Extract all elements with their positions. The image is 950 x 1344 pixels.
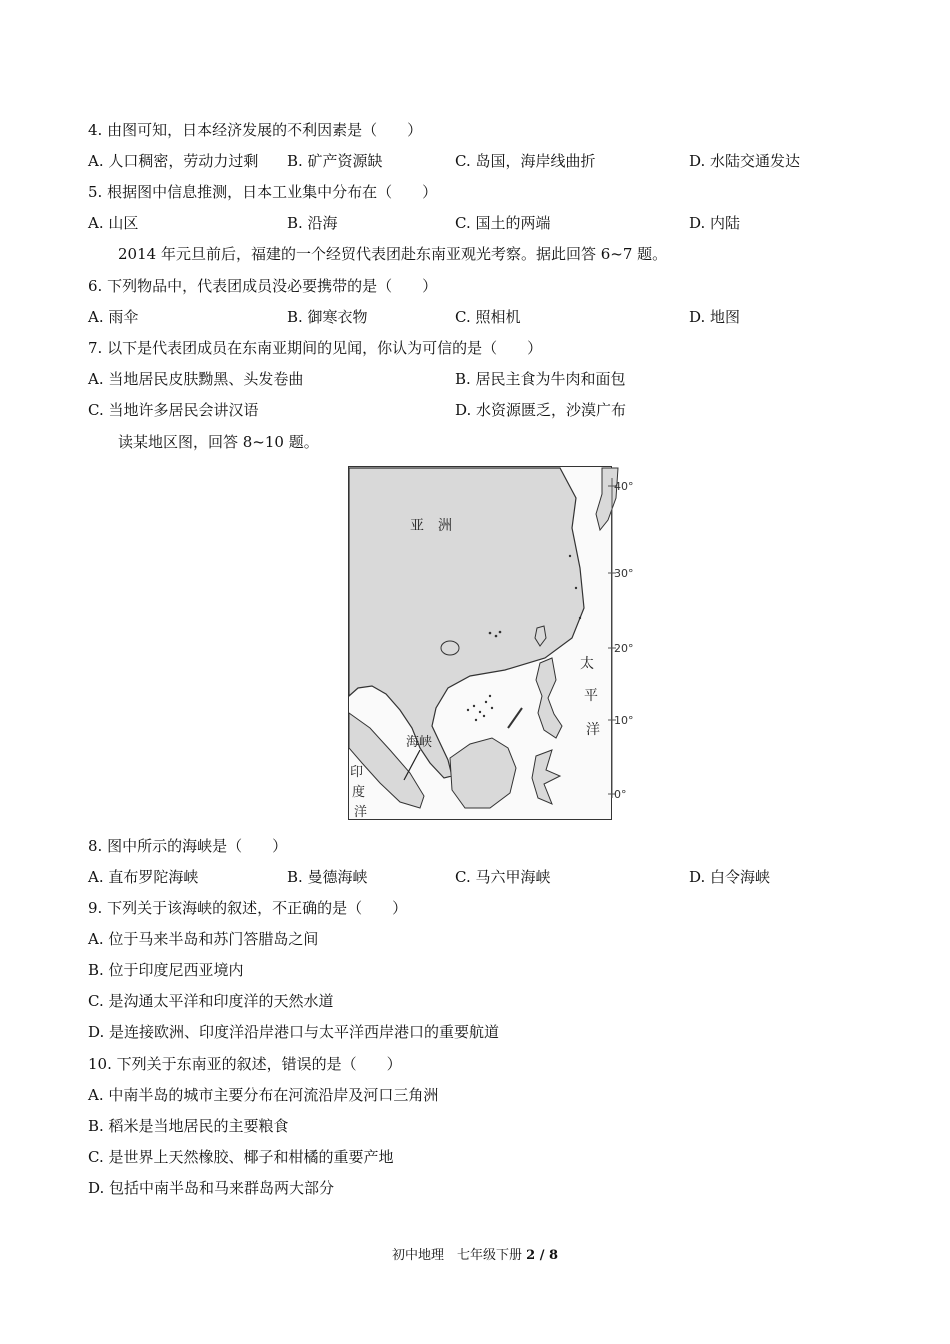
- question-5-option-c: C. 国土的两端: [455, 214, 551, 232]
- page-footer: [0, 1247, 950, 1265]
- question-5-option-b: B. 沿海: [287, 214, 338, 232]
- question-6-option-c: C. 照相机: [455, 308, 521, 326]
- question-9-option-a: A. 位于马来半岛和苏门答腊岛之间: [88, 930, 319, 948]
- question-6-stem: 6. 下列物品中，代表团成员没必要携带的是（ ）: [88, 277, 438, 295]
- question-5-option-d: D. 内陆: [689, 214, 741, 232]
- question-9-stem: 9. 下列关于该海峡的叙述，不正确的是（ ）: [88, 899, 408, 917]
- question-6-option-a: A. 雨伞: [88, 308, 139, 326]
- lat-label-40: 40°: [614, 480, 634, 493]
- label-indian-1: 印: [350, 765, 364, 780]
- footer-text: 初中地理 七年级下册: [391, 1248, 527, 1263]
- question-5-stem: 5. 根据图中信息推测，日本工业集中分布在（ ）: [88, 183, 438, 201]
- question-9-option-c: C. 是沟通太平洋和印度洋的天然水道: [88, 992, 334, 1010]
- label-pacific-2: 平: [584, 688, 598, 704]
- question-4-stem: 4. 由图可知，日本经济发展的不利因素是（ ）: [88, 121, 423, 139]
- question-7-option-a: A. 当地居民皮肤黝黑、头发卷曲: [88, 370, 304, 388]
- question-4-option-d: D. 水陆交通发达: [689, 152, 801, 170]
- japan-islands-shape: [596, 468, 618, 530]
- question-8-option-c: C. 马六甲海峡: [455, 868, 551, 886]
- question-7-option-c: C. 当地许多居民会讲汉语: [88, 401, 259, 419]
- hainan-island-shape: [441, 641, 459, 655]
- question-8-option-a: A. 直布罗陀海峡: [88, 868, 199, 886]
- question-10-stem: 10. 下列关于东南亚的叙述，错误的是（ ）: [88, 1055, 402, 1073]
- label-indian-2: 度: [352, 785, 366, 800]
- question-4-option-a: A. 人口稠密，劳动力过剩: [88, 152, 259, 170]
- question-5-option-a: A. 山区: [88, 214, 139, 232]
- question-9-option-d: D. 是连接欧洲、印度洋沿岸港口与太平洋西岸港口的重要航道: [88, 1023, 500, 1041]
- question-7-option-b: B. 居民主食为牛肉和面包: [455, 370, 626, 388]
- question-10-option-a: A. 中南半岛的城市主要分布在河流沿岸及河口三角洲: [88, 1086, 439, 1104]
- page-number: 2 / 8: [526, 1248, 559, 1263]
- question-8-stem: 8. 图中所示的海峡是（ ）: [88, 837, 288, 855]
- sulawesi-shape: [532, 750, 560, 804]
- lat-label-20: 20°: [614, 642, 634, 655]
- question-8-option-d: D. 白令海峡: [689, 868, 771, 886]
- lat-label-30: 30°: [614, 567, 634, 580]
- palawan-shape: [508, 708, 522, 728]
- question-10-option-d: D. 包括中南半岛和马来群岛两大部分: [88, 1179, 335, 1197]
- label-strait: 海峡: [406, 735, 433, 750]
- question-9-option-b: B. 位于印度尼西亚境内: [88, 961, 244, 979]
- question-7-option-d: D. 水资源匮乏，沙漠广布: [455, 401, 627, 419]
- question-4-option-b: B. 矿产资源缺: [287, 152, 383, 170]
- label-pacific-3: 洋: [586, 722, 600, 738]
- lat-label-0: 0°: [614, 788, 627, 801]
- lat-label-10: 10°: [614, 714, 634, 727]
- label-indian-3: 洋: [354, 805, 368, 820]
- question-6-option-d: D. 地图: [689, 308, 741, 326]
- label-asia: 亚 洲: [410, 518, 452, 534]
- intro-8-10: 读某地区图，回答 8~10 题。: [118, 433, 319, 451]
- southeast-asia-map: [340, 458, 660, 830]
- label-pacific-1: 太: [580, 656, 594, 672]
- borneo-shape: [450, 738, 516, 808]
- question-10-option-c: C. 是世界上天然橡胶、椰子和柑橘的重要产地: [88, 1148, 394, 1166]
- intro-6-7: 2014 年元旦前后，福建的一个经贸代表团赴东南亚观光考察。据此回答 6~7 题。: [118, 245, 668, 263]
- question-7-stem: 7. 以下是代表团成员在东南亚期间的见闻，你认为可信的是（ ）: [88, 339, 543, 357]
- question-6-option-b: B. 御寒衣物: [287, 308, 368, 326]
- question-8-option-b: B. 曼德海峡: [287, 868, 368, 886]
- philippines-shape: [536, 658, 562, 738]
- question-10-option-b: B. 稻米是当地居民的主要粮食: [88, 1117, 289, 1135]
- question-4-option-c: C. 岛国，海岸线曲折: [455, 152, 596, 170]
